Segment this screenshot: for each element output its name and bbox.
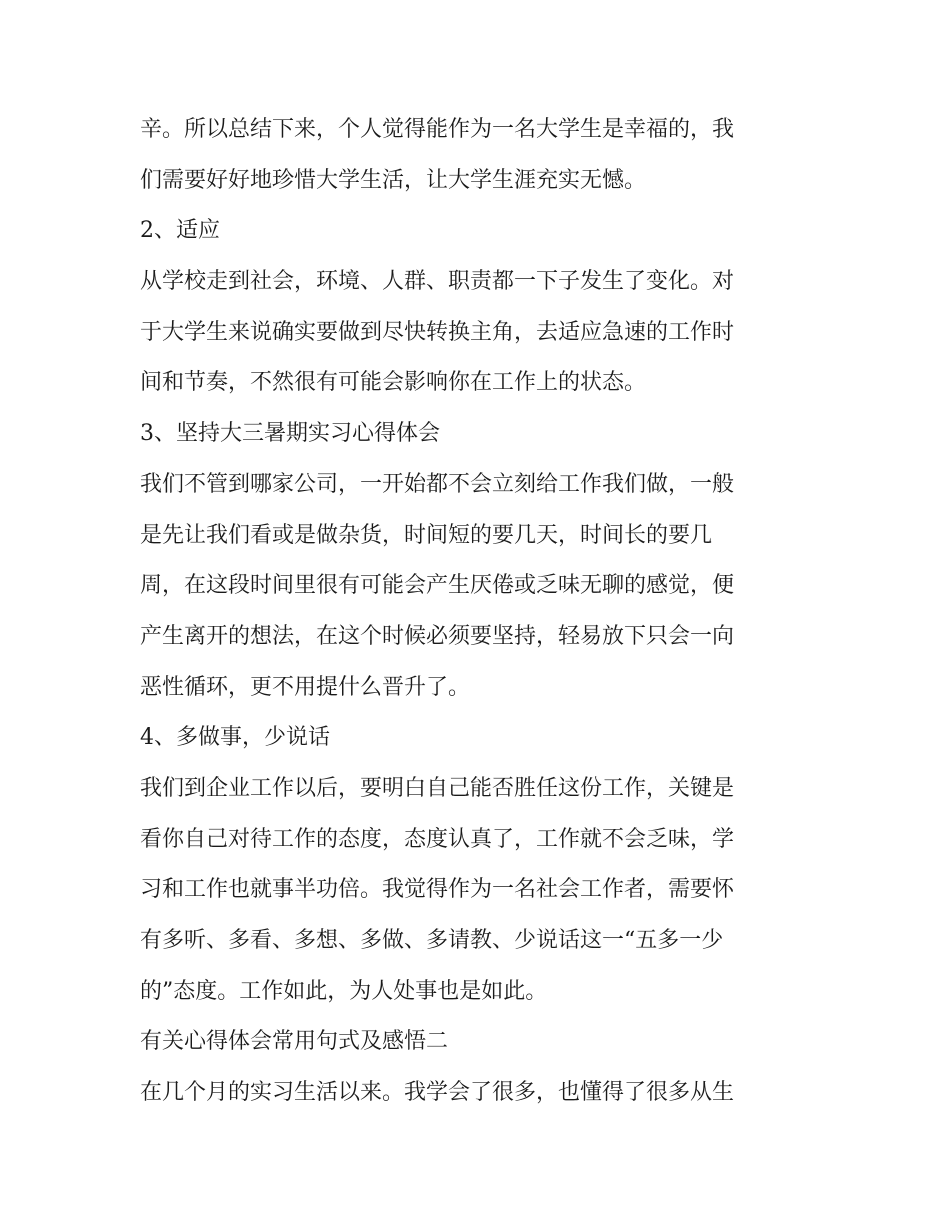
- paragraph-line: 于大学生来说确实要做到尽快转换主角，去适应急速的工作时: [140, 319, 735, 345]
- paragraph-line: 间和节奏，不然很有可能会影响你在工作上的状态。: [140, 370, 647, 396]
- paragraph-line: 产生离开的想法，在这个时候必须要坚持，轻易放下只会一向: [140, 623, 735, 649]
- paragraph-line: 我们不管到哪家公司，一开始都不会立刻给工作我们做，一般: [140, 471, 735, 497]
- document-body: [140, 105, 820, 1119]
- paragraph-line: 有多听、多看、多想、多做、多请教、少说话这一“五多一少: [140, 928, 724, 953]
- section-heading: 有关心得体会常用句式及感悟二: [140, 1029, 449, 1055]
- paragraph-line: 是先让我们看或是做杂货，时间短的要几天，时间长的要几: [140, 522, 713, 548]
- paragraph-line: 的”态度。工作如此，为人处事也是如此。: [140, 978, 548, 1004]
- paragraph-line: 们需要好好地珍惜大学生活，让大学生涯充实无憾。: [140, 167, 647, 193]
- paragraph-line: 在几个月的实习生活以来。我学会了很多，也懂得了很多从生: [140, 1080, 735, 1106]
- paragraph-line: 我们到企业工作以后，要明白自己能否胜任这份工作，关键是: [140, 775, 735, 801]
- paragraph-line: 从学校走到社会，环境、人群、职责都一下子发生了变化。对: [140, 269, 735, 295]
- section-heading: 4、多做事，少说话: [140, 725, 330, 751]
- section-heading: 2、适应: [140, 218, 220, 244]
- paragraph-line: 周，在这段时间里很有可能会产生厌倦或乏味无聊的感觉，便: [140, 573, 735, 599]
- paragraph-line: 恶性循环，更不用提什么晋升了。: [140, 674, 471, 700]
- paragraph-line: 辛。所以总结下来，个人觉得能作为一名大学生是幸福的，我: [140, 117, 735, 142]
- section-heading: 3、坚持大三暑期实习心得体会: [140, 421, 440, 447]
- paragraph-line: 习和工作也就事半功倍。我觉得作为一名社会工作者，需要怀: [140, 877, 735, 903]
- paragraph-line: 看你自己对待工作的态度，态度认真了，工作就不会乏味，学: [140, 826, 735, 852]
